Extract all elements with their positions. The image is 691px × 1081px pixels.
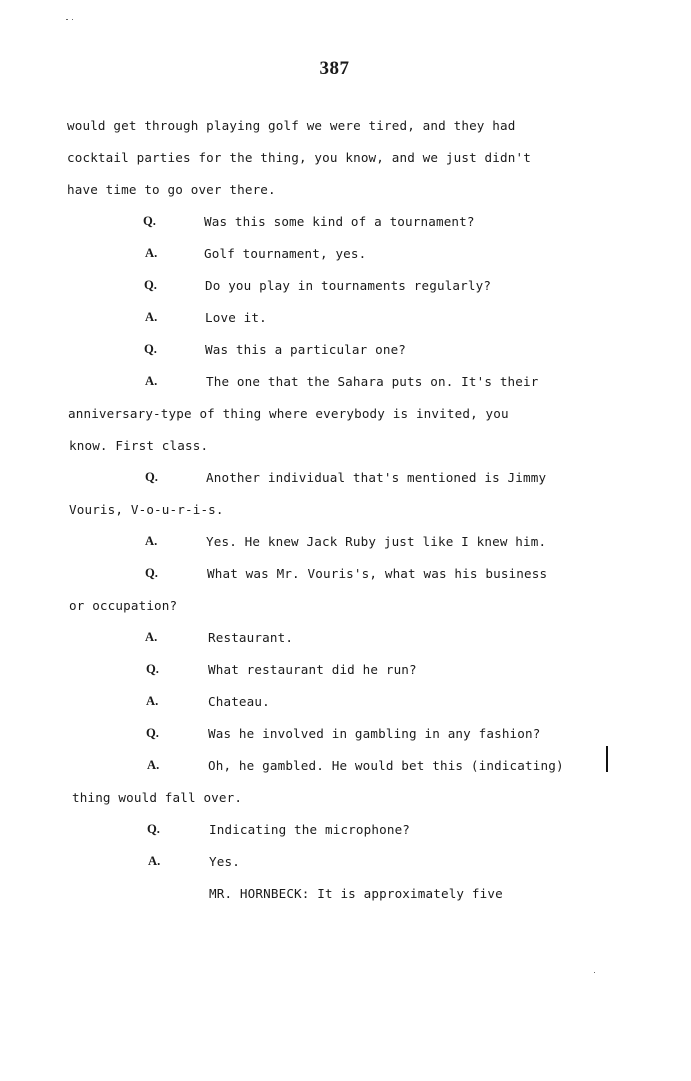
scan-speck [594,972,595,973]
speaker-label: Q. [144,342,157,356]
speaker-label: A. [145,630,158,644]
transcript-line: Yes. He knew Jack Ruby just like I knew him. [206,534,547,549]
speaker-label: Q. [144,278,157,292]
transcript-line: Was he involved in gambling in any fashion? [208,726,541,741]
transcript-line: Was this some kind of a tournament? [204,214,475,229]
speaker-label: Q. [146,662,159,676]
speaker-label: Q. [147,822,160,836]
scan-edge-mark [606,746,608,772]
transcript-line: or occupation? [69,598,178,613]
transcript-line: Yes. [209,854,240,869]
scan-speck [66,19,68,20]
transcript-line: anniversary-type of thing where everybody is invited, you [68,406,509,421]
transcript-line: The one that the Sahara puts on. It's their [206,374,539,389]
transcript-line: MR. HORNBECK: It is approximately five [209,886,503,901]
speaker-label: A. [145,534,158,548]
transcript-line: Was this a particular one? [205,342,407,357]
transcript-line: What was Mr. Vouris's, what was his business [207,566,548,581]
transcript-line: Love it. [205,310,267,325]
transcript-line: Vouris, V-o-u-r-i-s. [69,502,224,517]
transcript-line: cocktail parties for the thing, you know, and we just didn't [67,150,531,165]
transcript-line: know. First class. [69,438,209,453]
transcript-line: Restaurant. [208,630,294,645]
speaker-label: A. [145,374,158,388]
scan-speck [72,19,73,20]
transcript-line: Do you play in tournaments regularly? [205,278,492,293]
speaker-label: A. [145,310,158,324]
transcript-line: thing would fall over. [72,790,243,805]
speaker-label: Q. [145,566,158,580]
speaker-label: A. [148,854,161,868]
transcript-line: Oh, he gambled. He would bet this (indicating) [208,758,564,773]
speaker-label: Q. [146,726,159,740]
transcript-line: Another individual that's mentioned is Jimmy [206,470,547,485]
transcript-line: Golf tournament, yes. [204,246,367,261]
speaker-label: Q. [143,214,156,228]
transcript-line: Chateau. [208,694,270,709]
transcript-line: What restaurant did he run? [208,662,417,677]
speaker-label: A. [145,246,158,260]
page-number: 387 [319,58,350,79]
transcript-line: would get through playing golf we were tired, and they had [67,118,516,133]
speaker-label: Q. [145,470,158,484]
transcript-line: Indicating the microphone? [209,822,411,837]
transcript-line: have time to go over there. [67,182,276,197]
speaker-label: A. [147,758,160,772]
speaker-label: A. [146,694,159,708]
